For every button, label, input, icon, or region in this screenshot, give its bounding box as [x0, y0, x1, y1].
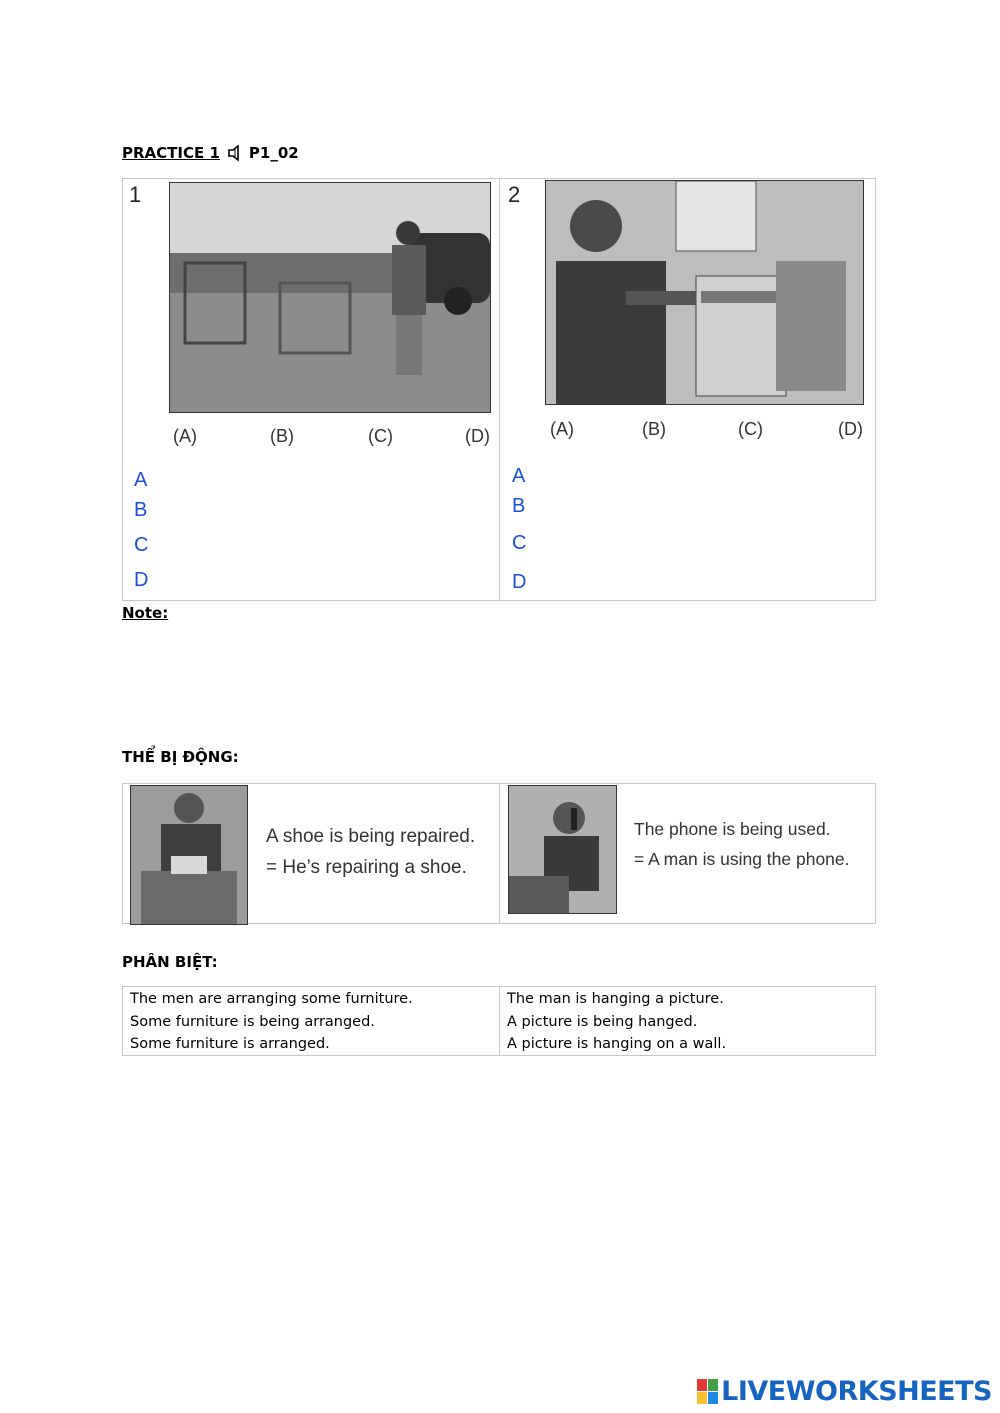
table-row: Some furniture is being arranged.: [130, 1013, 375, 1030]
option-b-label: (B): [270, 426, 294, 446]
question-number: 1: [129, 182, 142, 207]
option-b-label: (B): [642, 419, 666, 439]
passive-example-text: [266, 821, 475, 883]
passive-examples: [122, 783, 876, 924]
passive-example-2: [499, 784, 875, 923]
distinguish-table: [122, 986, 876, 1056]
table-row: The man is hanging a picture.: [507, 991, 724, 1007]
question-2: [499, 179, 875, 600]
option-a-label: (A): [173, 426, 197, 446]
photo-man-on-phone: [508, 785, 617, 914]
passive-sentence: The phone is being used.: [634, 819, 831, 839]
option-d-label: (D): [838, 419, 863, 439]
distinguish-right-column: [499, 987, 875, 1055]
answer-b[interactable]: B: [134, 499, 148, 521]
note-label: Note:: [122, 604, 169, 622]
practice-heading: [122, 144, 299, 162]
passive-example-text: [634, 814, 850, 874]
answer-options-labels: [123, 426, 499, 450]
answer-a[interactable]: A: [512, 465, 526, 487]
distinguish-heading: PHÂN BIỆT:: [122, 953, 218, 971]
practice-title: PRACTICE 1: [122, 144, 220, 162]
brand-name: LIVEWORKSHEETS: [721, 1376, 992, 1407]
table-row: A picture is being hanged.: [507, 1013, 698, 1030]
practice-grid: [122, 178, 876, 601]
answer-c[interactable]: C: [512, 532, 527, 554]
option-c-label: (C): [738, 419, 763, 439]
answer-a[interactable]: A: [134, 469, 148, 491]
table-row: The men are arranging some furniture.: [130, 991, 413, 1007]
live-badge-icon: [697, 1379, 718, 1404]
option-a-label: (A): [550, 419, 574, 439]
question-1: [123, 179, 499, 600]
passive-example-1: [123, 784, 499, 923]
option-d-label: (D): [465, 426, 490, 446]
active-sentence: = A man is using the phone.: [634, 849, 850, 869]
audio-track-label: P1_02: [248, 144, 299, 162]
table-row: Some furniture is arranged.: [130, 1036, 330, 1052]
table-row: A picture is hanging on a wall.: [507, 1036, 727, 1052]
speaker-icon[interactable]: [227, 144, 243, 162]
photo-man-repairing-shoe: [130, 785, 248, 925]
answer-options-labels: [500, 419, 876, 443]
answer-c[interactable]: C: [134, 534, 149, 556]
passive-heading: THỂ BỊ ĐỘNG:: [122, 748, 239, 766]
answer-d[interactable]: D: [134, 569, 149, 591]
question-number: 2: [508, 182, 521, 207]
active-sentence: = He’s repairing a shoe.: [266, 857, 467, 878]
photo-shopping-carts: [169, 182, 491, 413]
liveworksheets-logo[interactable]: [697, 1376, 992, 1407]
passive-sentence: A shoe is being repaired.: [266, 826, 476, 847]
option-c-label: (C): [368, 426, 393, 446]
distinguish-left-column: [123, 987, 499, 1055]
answer-d[interactable]: D: [512, 571, 527, 593]
photo-filing-cabinet: [545, 180, 864, 405]
answer-b[interactable]: B: [512, 495, 526, 517]
